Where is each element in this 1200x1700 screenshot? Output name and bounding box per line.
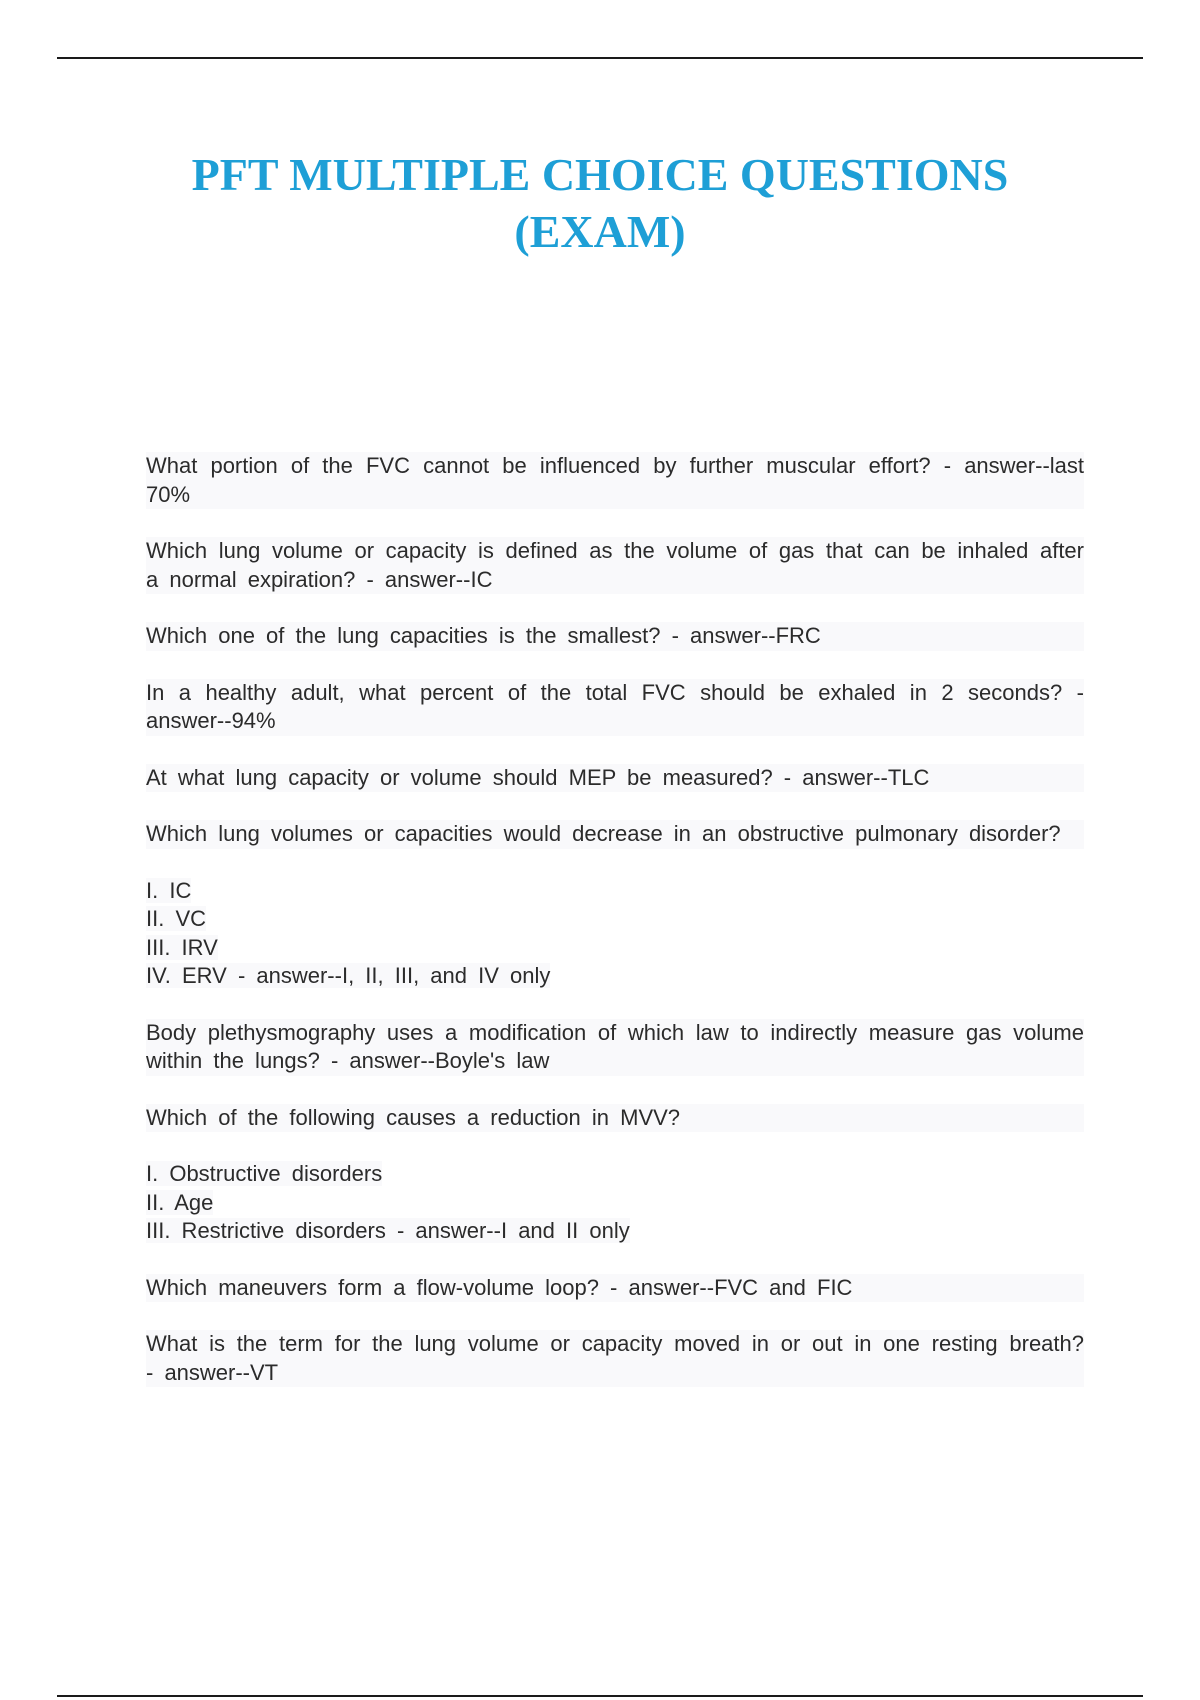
question-9: Which maneuvers form a flow-volume loop? - answer--FVC and FIC <box>146 1274 1084 1303</box>
bottom-rule <box>57 1695 1143 1697</box>
option-line: I. Obstructive disorders <box>146 1161 383 1186</box>
question-5: At what lung capacity or volume should MEP be measured? - answer--TLC <box>146 764 1084 793</box>
option-line: III. Restrictive disorders - answer--I and II only <box>146 1218 630 1243</box>
title-line-2: (EXAM) <box>514 206 686 257</box>
question-3: Which one of the lung capacities is the smallest? - answer--FRC <box>146 622 1084 651</box>
option-line: IV. ERV - answer--I, II, III, and IV only <box>146 963 551 988</box>
question-8-options <box>146 1160 1084 1246</box>
question-6: Which lung volumes or capacities would decrease in an obstructive pulmonary disorder? <box>146 820 1084 849</box>
document-title <box>100 146 1100 260</box>
option-line: III. IRV <box>146 934 218 960</box>
questions-body <box>146 452 1084 1415</box>
question-1: What portion of the FVC cannot be influenced by further muscular effort? - answer--last 70% <box>146 452 1084 509</box>
option-line: II. Age <box>146 1189 214 1215</box>
question-10: What is the term for the lung volume or capacity moved in or out in one resting breath? - answer--VT <box>146 1330 1084 1387</box>
question-6-options <box>146 877 1084 991</box>
question-4: In a healthy adult, what percent of the total FVC should be exhaled in 2 seconds? - answer--94% <box>146 679 1084 736</box>
title-line-1: PFT MULTIPLE CHOICE QUESTIONS <box>191 149 1009 200</box>
option-line: I. IC <box>146 877 192 903</box>
question-2: Which lung volume or capacity is defined as the volume of gas that can be inhaled after a normal expiration? - answer--IC <box>146 537 1084 594</box>
top-rule <box>57 57 1143 59</box>
question-8: Which of the following causes a reduction in MVV? <box>146 1104 1084 1133</box>
question-7: Body plethysmography uses a modification of which law to indirectly measure gas volume within the lungs? - answer--Boyle's law <box>146 1019 1084 1076</box>
option-line: II. VC <box>146 906 207 931</box>
